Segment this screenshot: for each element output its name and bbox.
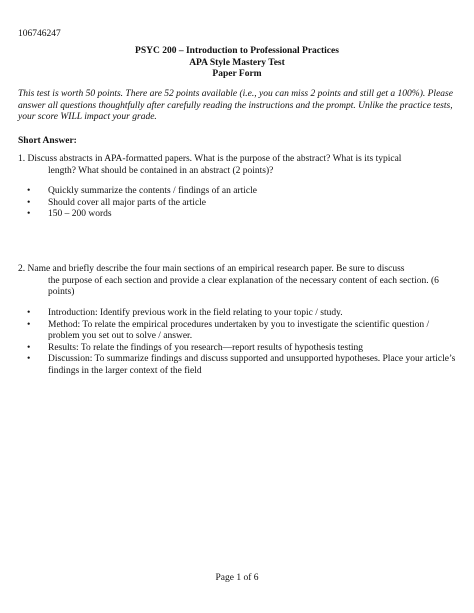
list-item: • Discussion: To summarize findings and discuss supported and unsupported hypotheses. Place your article’s findings in the larger context of the field [27, 354, 456, 376]
bullet-icon: • [27, 186, 31, 196]
list-item: • Should cover all major parts of the article [27, 197, 207, 208]
question-2 [18, 264, 463, 299]
question-2-answer-list [18, 308, 458, 377]
question-2-text: 2. Name and briefly describe the four main sections of an empirical research paper. Be sure to discuss [18, 264, 405, 274]
list-item: • Introduction: Identify previous work in the field relating to your topic / study. [27, 308, 343, 318]
title-line-course: PSYC 200 – Introduction to Professional Practices [135, 46, 339, 56]
bullet-icon: • [27, 342, 31, 353]
title-line-test: APA Style Mastery Test [189, 57, 285, 68]
instructions-paragraph: This test is worth 50 points. There are 52 points available (i.e., you can miss 2 points and still get a 100%). Please answer all questions thoughtfully after carefully reading the instructions and the prompt. Unlike the practice tests, your score WILL impact your grade. [18, 89, 453, 122]
question-1-answer-list [18, 186, 458, 221]
list-item: • Results: To relate the findings of you research—report results of hypothesis testing [27, 342, 363, 353]
bullet-icon: • [27, 209, 31, 219]
bullet-icon: • [27, 319, 31, 330]
document-id: 106746247 [18, 29, 61, 39]
list-item: • Quickly summarize the contents / findings of an article [27, 186, 257, 196]
question-1-text: 1. Discuss abstracts in APA-formatted papers. What is the purpose of the abstract? What is its typical [18, 154, 402, 164]
question-1 [18, 154, 463, 177]
title-line-form: Paper Form [212, 69, 262, 79]
list-item: • Method: To relate the empirical procedures undertaken by you to investigate the scientific question / problem you set out to solve / answer. [27, 319, 430, 341]
document-title [0, 46, 474, 81]
page-number: Page 1 of 6 [215, 573, 259, 583]
bullet-icon: • [27, 197, 31, 208]
section-heading: Short Answer: [18, 136, 77, 146]
question-2-continuation: the purpose of each section and provide a clear explanation of the necessary content of each section. (6 points) [48, 275, 439, 297]
bullet-icon: • [27, 308, 31, 318]
question-1-continuation: length? What should be contained in an abstract (2 points)? [48, 165, 274, 176]
list-item: • 150 – 200 words [27, 209, 112, 219]
bullet-icon: • [27, 354, 31, 364]
